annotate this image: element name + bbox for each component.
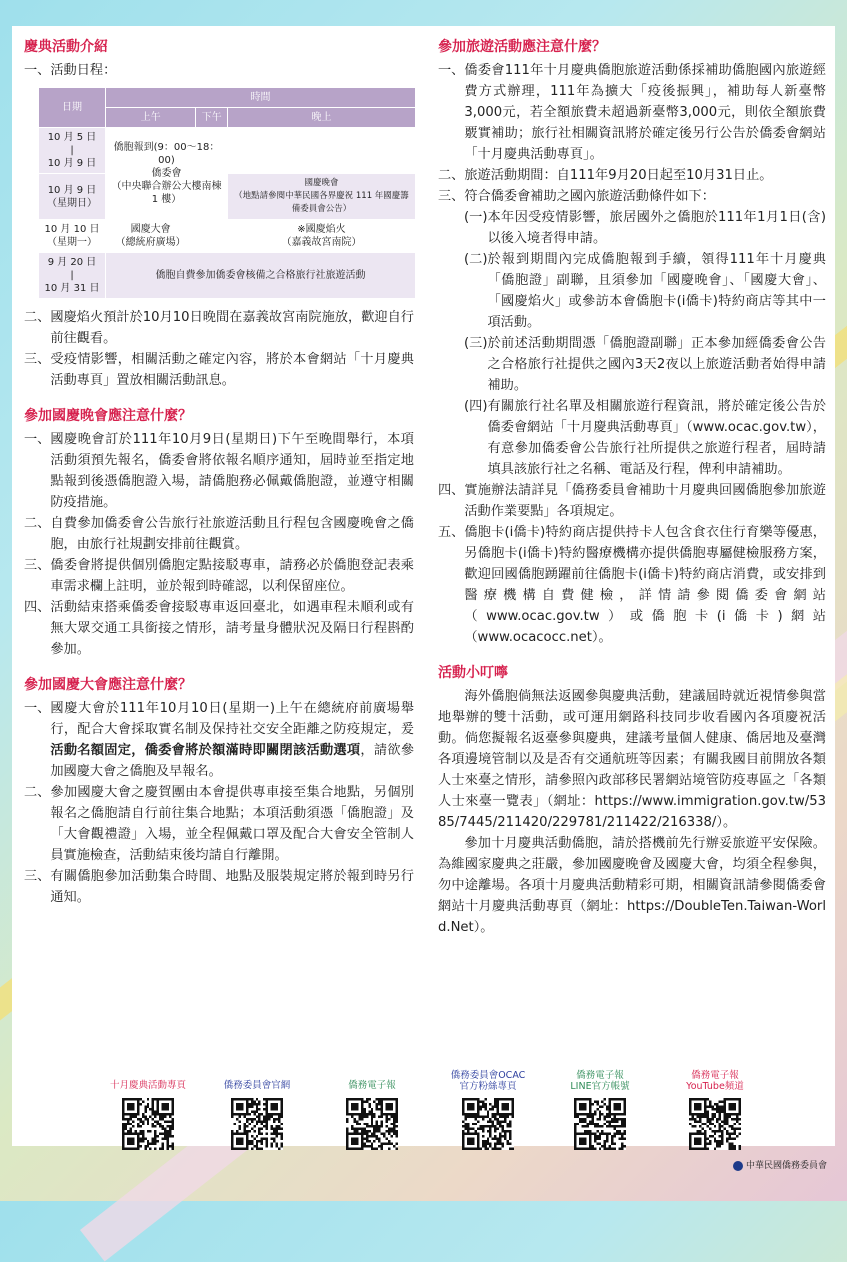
qr-code[interactable] xyxy=(122,1098,174,1150)
cell-parade: 國慶大會 （總統府廣場） xyxy=(106,220,196,253)
qr-code[interactable] xyxy=(574,1098,626,1150)
th-pm: 下午 xyxy=(196,108,228,128)
schedule-table xyxy=(38,87,416,299)
cell-date-1: 10 月 5 日 | 10 月 9 日 xyxy=(39,128,106,174)
section-title-gala: 參加國慶晚會應注意什麼？ xyxy=(24,408,192,424)
cell-date-2: 10 月 9 日 （星期日） xyxy=(39,174,106,220)
cell-fireworks: ※國慶焰火 （嘉義故宮南院） xyxy=(227,220,415,253)
list-subitem: (二) 於報到期間內完成僑胞報到手續，領得111年十月慶典「僑胞證」副聯，且須參加「國慶晚會」、「國慶大會」、「國慶焰火」或參訪本會僑胞卡(i僑卡)特約商店等其中一項活動。 xyxy=(464,252,826,330)
qr-label: 僑務委員會OCAC 官方粉絲專頁 xyxy=(450,1070,526,1092)
list-item: 二、 自費參加僑委會公告旅行社旅遊活動且行程包含國慶晚會之僑胞，由旅行社規劃安排前往觀賞。 xyxy=(24,516,414,552)
qr-code[interactable] xyxy=(689,1098,741,1150)
emblem-icon xyxy=(733,1161,743,1171)
list-item: 五、 僑胞卡(i僑卡)特約商店提供持卡人包含食衣住行育樂等優惠，另僑胞卡(i僑卡)特約醫療機構亦提供僑胞專屬健檢服務方案，歡迎回國僑胞踴躍前往僑胞卡(i僑卡)特約商店消費，或安排到醫療機構自費健檢，詳情請參閱僑委會網站（www.ocac.gov.tw）或僑胞卡(i僑卡)網站（www.ocacocc.net）。 xyxy=(438,525,826,645)
list-subitem: (四) 有關旅行社名單及相關旅遊行程資訊，將於確定後公告於僑委會網站「十月慶典活動專頁」（www.ocac.gov.tw），有意參加僑委會公告旅行社所提供之旅遊行程者，屆時請填具該旅行社之名稱、電話及行程，俾利申請補助。 xyxy=(464,399,826,477)
qr-code-row xyxy=(12,1070,835,1152)
reminder-paragraph: 海外僑胞倘無法返國參與慶典活動，建議屆時就近視情參與當地舉辦的雙十活動，或可運用網路科技同步收看國內各項慶祝活動。倘您擬報名返臺參與慶典，建議考量個人健康、僑居地及臺灣各項邊境管制以及是否有交通航班等因素；有關我國目前開放各類人士來臺之情形，請參照內政部移民署網站境管防疫專區之「各類人士來臺一覽表」（網址：https://www.immigration.gov.tw/5385/7445/211420/229781/211422/216338/）。 xyxy=(438,689,826,830)
reminder-paragraph: 參加十月慶典活動僑胞，請於搭機前先行辦妥旅遊平安保險。為維國家慶典之莊嚴，參加國慶晚會及國慶大會，均須全程參與，勿中途離場。各項十月慶典活動精彩可期，相關資訊請參閱僑委會網站十月慶典活動專頁（網址：https://DoubleTen.Taiwan-World.Net）。 xyxy=(438,836,826,935)
list-item: 三、 符合僑委會補助之國內旅遊活動條件如下： xyxy=(438,189,715,204)
section-title-ceremony: 參加國慶大會應注意什麼？ xyxy=(24,677,192,693)
left-column xyxy=(24,36,414,908)
list-item: 三、 僑委會將提供個別僑胞定點接駁專車，請務必於僑胞登記表乘車需求欄上註明，並於報到時確認，以利保留座位。 xyxy=(24,558,414,594)
qr-label: 僑務電子報 xyxy=(348,1080,396,1091)
list-item: 一、 國慶晚會訂於111年10月9日(星期日)下午至晚間舉行，本項活動須預先報名，僑委會將依報名順序通知，屆時並至指定地點報到後憑僑胞證入場，請僑胞務必佩戴僑胞證，並遵守相關防疫措施。 xyxy=(24,432,414,510)
list-subitem: (三) 於前述活動期間憑「僑胞證副聯」正本參加經僑委會公告之合格旅行社提供之國內3天2夜以上旅遊活動者始得申請補助。 xyxy=(464,336,826,393)
content-panel xyxy=(12,26,835,1146)
list-item: 三、 受疫情影響，相關活動之確定內容，將於本會網站「十月慶典活動專頁」置放相關活動訊息。 xyxy=(24,352,414,388)
qr-label: 僑務電子報 LINE官方帳號 xyxy=(570,1070,630,1092)
cell-gala: 國慶晚會 （地點請參閱中華民國各界慶祝 111 年國慶籌備委員會公告） xyxy=(227,174,415,220)
cell-date-4: 9 月 20 日 | 10 月 31 日 xyxy=(39,253,106,299)
qr-code[interactable] xyxy=(231,1098,283,1150)
list-item: 一、 國慶大會於111年10月10日(星期一)上午在總統府前廣場舉行，配合大會採取實名制及保持社交安全距離之防疫規定，爰活動名額固定，僑委會將於額滿時即關閉該活動選項，請欲參加國慶大會之僑胞及早報名。 xyxy=(24,701,415,779)
section-title-intro: 慶典活動介紹 xyxy=(24,39,108,55)
list-item: 四、 活動結束搭乘僑委會接駁專車返回臺北，如遇車程未順利或有無大眾交通工具銜接之情形，請考量身體狀況及隔日行程斟酌參加。 xyxy=(24,600,414,657)
list-item: 三、 有關僑胞參加活動集合時間、地點及服裝規定將於報到時另行通知。 xyxy=(24,869,414,905)
qr-code[interactable] xyxy=(346,1098,398,1150)
right-column xyxy=(438,36,826,938)
list-item: 二、 旅遊活動期間：自111年9月20日起至10月31日止。 xyxy=(438,168,773,183)
cell-empty xyxy=(227,128,415,174)
th-date: 日期 xyxy=(39,88,106,128)
th-am: 上午 xyxy=(106,108,196,128)
cell-registration: 僑胞報到(9：00～18：00) 僑委會 （中央聯合辦公大樓南棟 1 樓） xyxy=(106,128,228,220)
section-title-reminder: 活動小叮嚀 xyxy=(438,665,508,681)
qr-code[interactable] xyxy=(462,1098,514,1150)
footer-org: 中華民國僑務委員會 xyxy=(733,1158,827,1171)
qr-label: 僑務委員會官網 xyxy=(223,1080,291,1091)
list-item: 二、 國慶焰火預計於10月10日晚間在嘉義故宮南院施放，歡迎自行前往觀看。 xyxy=(24,310,414,346)
list-subitem: (一) 本年因受疫情影響，旅居國外之僑胞於111年1月1日(含)以後入境者得申請。 xyxy=(464,210,826,246)
section-title-tour: 參加旅遊活動應注意什麼？ xyxy=(438,39,606,55)
cell-date-3: 10 月 10 日 （星期一） xyxy=(39,220,106,253)
cell-tour: 僑胞自費參加僑委會核備之合格旅行社旅遊活動 xyxy=(106,253,416,299)
list-item: 二、 參加國慶大會之慶賀團由本會提供專車接至集合地點，另個別報名之僑胞請自行前往集合地點；本項活動須憑「僑胞證」及「大會觀禮證」入場，並全程佩戴口罩及配合大會安全管制人員實施檢查，活動結束後均請自行離開。 xyxy=(24,785,414,863)
th-night: 晚上 xyxy=(227,108,415,128)
list-item: 一、 僑委會111年十月慶典僑胞旅遊活動係採補助僑胞國內旅遊經費方式辦理，111年為擴大「疫後振興」，補助每人新臺幣3,000元，若全額旅費未超過新臺幣3,000元，則依全額旅費覈實補助；旅行社相關資訊將於確定後另行公告於僑委會網站「十月慶典活動專頁」。 xyxy=(438,63,826,162)
schedule-subtitle: 一、活動日程： xyxy=(24,63,117,78)
qr-label: 僑務電子報 YouTube頻道 xyxy=(686,1070,744,1092)
list-item: 四、 實施辦法請詳見「僑務委員會補助十月慶典回國僑胞參加旅遊活動作業要點」各項規定。 xyxy=(438,483,826,519)
qr-label: 十月慶典活動專頁 xyxy=(109,1080,186,1091)
cell-empty xyxy=(196,220,228,253)
th-time: 時間 xyxy=(106,88,416,108)
